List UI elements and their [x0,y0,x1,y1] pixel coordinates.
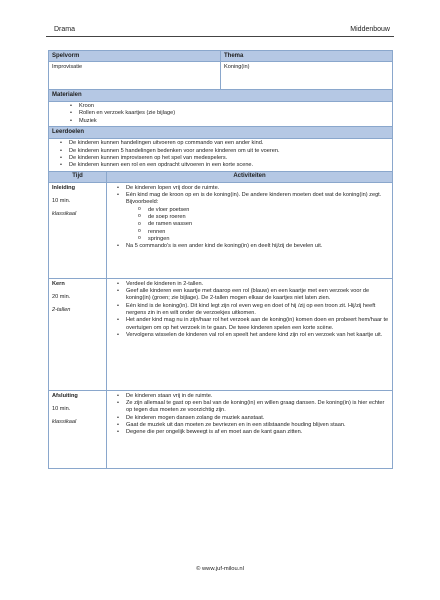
spelvorm-label: Spelvorm [49,51,221,62]
sub-list-item: o de soep roeren [148,214,389,221]
list-item: • Gaat de muziek uit dan moeten ze bevriezen en in een stilstaande houding blijven staan. [126,422,389,429]
phase-time: 10 min. [52,406,71,413]
activiteiten-header: Activiteiten [107,171,393,182]
header-level: Middenbouw [350,26,390,33]
spelvorm-thema-header-row [49,51,393,62]
list-item: • Kroon [79,103,389,110]
phase-title: Kern [52,280,65,287]
spelvorm-thema-row [49,62,393,90]
sub-list-item: o de ramen wassen [148,221,389,228]
afsluiting-row [49,391,393,469]
kern-meta [49,279,107,391]
list-item: • Rollen en verzoek kaartjes (zie bijlage) [79,110,389,117]
list-item: • De kinderen staan vrij in de ruimte. [126,393,389,400]
list-item: • Geef alle kinderen een kaartje met daarop een rol (blauw) en een kaartje met een verzoek voor de koning(in) (groen; zie bijlage). De 2-tallen mogen elkaar de kaartjes niet laten zien. [126,288,389,303]
afsluiting-list [110,393,389,437]
list-item: • Verdeel de kinderen in 2-tallen. [126,281,389,288]
kern-row [49,279,393,391]
leerdoelen-list [53,140,389,169]
list-item: • De kinderen kunnen een rol en een opdracht uitvoeren in een korte scene. [69,162,389,169]
header-subject: Drama [54,26,76,33]
sub-list-item: o springen [148,236,389,243]
list-item: • Muziek [79,118,389,125]
inleiding-sublist [126,207,389,243]
kern-list [110,281,389,339]
leerdoelen-row [49,138,393,171]
footer-credit: © www.juf-milou.nl [196,566,244,572]
list-item: • De kinderen lopen vrij door de ruimte. [126,185,389,192]
list-item: • De kinderen mogen dansen zolang de muziek aanstaat. [126,415,389,422]
phase-group: klassikaal [52,211,77,218]
list-item: • De kinderen kunnen handelingen uitvoeren op commando van een ander kind. [69,140,389,147]
list-item: • De kinderen kunnen 5 handelingen bedenken voor andere kinderen om uit te voeren. [69,148,389,155]
afsluiting-meta [49,391,107,469]
list-item: • De kinderen kunnen improviseren op het spel van medespelers. [69,155,389,162]
phase-title: Inleiding [52,184,75,191]
thema-value: Koning(in) [221,62,393,90]
phase-title: Afsluiting [52,392,78,399]
inleiding-activities [107,183,393,279]
list-item [126,192,389,243]
list-item: • Het ander kind mag nu in zijn/haar rol het verzoek aan de koning(in) komen doen en probeert hem/haar te overtuigen om op het verzoek in te gaan. De twee kinderen spelen een korte scène. [126,317,389,332]
list-item: • Vervolgens wisselen de kinderen val rol en speelt het andere kind zijn rol en verzoek van het kaartje uit. [126,332,389,339]
inleiding-row [49,183,393,279]
kern-activities [107,279,393,391]
leerdoelen-header-row [49,127,393,138]
sub-list-item: o rennen [148,229,389,236]
materialen-header-row [49,90,393,101]
lesson-plan-table [48,50,393,469]
list-item: • Na 5 commando's is een ander kind de koning(in) en deelt hij/zij de bevelen uit. [126,243,389,250]
phase-time: 10 min. [52,198,71,205]
leerdoelen-label: Leerdoelen [49,127,393,138]
materialen-row [49,101,393,127]
thema-label: Thema [221,51,393,62]
page-header [46,26,394,36]
list-item: • Ze zijn allemaal te gast op een bal van de koning(in) en willen graag dansen. De koning(in) is hier echter op tegen dus moeten ze voorzichtig zijn. [126,400,389,415]
list-item: • Degene die per ongelijk beweegt is af en moet aan de kant gaan zitten. [126,429,389,436]
sub-list-item: o de vloer poetsen [148,207,389,214]
inleiding-meta [49,183,107,279]
phase-group: 2-tallen [52,307,71,314]
materialen-label: Materialen [49,90,393,101]
list-item: • Eén kind is de koning(in). Dit kind legt zijn rol even weg en doet of hij /zij op een troon zit. Hij/zij heeft nergens zin in en wilt onder de verzoekjes uitkomen. [126,303,389,318]
phase-time: 20 min. [52,294,71,301]
inleiding-list [110,185,389,251]
header-divider [46,36,394,37]
materialen-list [63,103,389,125]
spelvorm-value: Improvisatie [49,62,221,90]
column-header-row [49,171,393,182]
afsluiting-activities [107,391,393,469]
tijd-header: Tijd [49,171,107,182]
list-item-text: Eén kind mag de kroon op en is de koning(in). De andere kinderen moeten doet wat de koning(in) zegt. Bijvoorbeeld: [126,192,382,206]
phase-group: klassikaal [52,419,77,426]
